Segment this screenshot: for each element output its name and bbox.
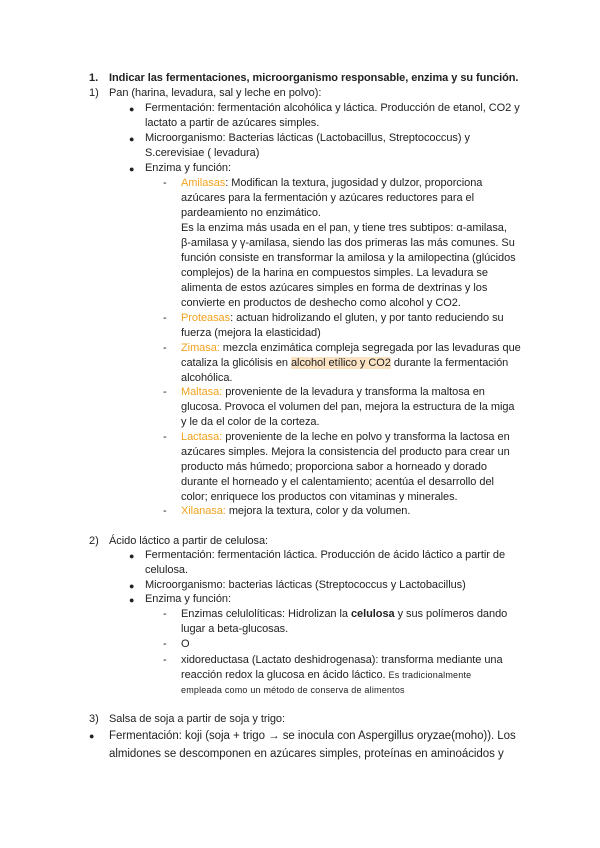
bullet-icon: ● <box>129 134 135 144</box>
amilasas-line: alimenta de estos azúcares simples en forma de dextrinas y los <box>181 282 488 294</box>
dash-icon: - <box>163 431 167 443</box>
proteasas-text: : actuan hidrolizando el gluten, y por tanto reduciendo su <box>230 312 504 324</box>
dash-icon: - <box>163 312 167 324</box>
amilasas-line: pardeamiento no enzimático. <box>181 207 321 219</box>
bullet-icon: ● <box>129 551 135 561</box>
proteasas-line-1 <box>181 311 504 326</box>
maltasa-name: Maltasa: <box>181 386 223 398</box>
maltasa-text: proveniente de la levadura y transforma la maltosa en <box>222 386 485 398</box>
s3-fermentacion-line-2: almidones se descomponen en azúcares simples, proteínas en aminoácidos y <box>109 748 504 760</box>
dash-icon: - <box>163 505 167 517</box>
dash-icon: - <box>163 177 167 189</box>
bullet-icon: ● <box>129 104 135 114</box>
s2-fermentacion-line-1: Fermentación: fermentación láctica. Producción de ácido láctico a partir de <box>145 549 506 561</box>
xidoreductasa-line-2 <box>181 668 471 683</box>
section-2-title: Ácido láctico a partir de celulosa: <box>109 535 269 547</box>
s2-microorganismo: Microorganismo: bacterias lácticas (Streptococcus y Lactobacillus) <box>145 579 466 591</box>
heading-title: Indicar las fermentaciones, microorganismo responsable, enzima y su función. <box>109 72 519 84</box>
celulosa-bold: celulosa <box>350 608 395 620</box>
lactasa-line: producto más húmedo; proporciona sabor a horneado y dorado <box>181 461 487 473</box>
bullet-icon: ● <box>89 731 95 741</box>
amilasas-name: Amilasas <box>181 177 226 189</box>
s1-fermentacion-line-2: lactato a partir de azúcares simples. <box>145 117 320 129</box>
proteasas-name: Proteasas <box>181 312 231 324</box>
lactasa-line: azúcares simples. Mejora la consistencia del producto para crear un <box>181 446 510 458</box>
maltasa-line: y le da el color de la corteza. <box>181 416 320 428</box>
xidoreductasa-line-3: empleada como un método de conserva de alimentos <box>181 685 405 695</box>
s1-microorganismo-line-1: Microorganismo: Bacterias lácticas (Lactobacillus, Streptococcus) y <box>145 132 470 144</box>
section-1-title: Pan (harina, levadura, sal y leche en polvo): <box>109 87 322 99</box>
bullet-icon: ● <box>129 581 135 591</box>
amilasas-line: Es la enzima más usada en el pan, y tiene tres subtipos: α-amilasa, <box>181 222 507 234</box>
section-1-number: 1) <box>89 87 99 99</box>
dash-icon: - <box>163 638 167 650</box>
xidoreductasa-small-text: Es tradicionalmente <box>388 670 472 680</box>
celuloliticas-text: y sus polímeros dando <box>394 608 508 620</box>
xidoreductasa-text: reacción redox la glucosa en ácido láctico. <box>181 669 389 681</box>
zimasa-text: cataliza la glicólisis en <box>181 357 291 369</box>
zimasa-text: mezcla enzimática compleja segregada por las levaduras que <box>219 342 521 354</box>
section-2-number: 2) <box>89 535 99 547</box>
dash-icon: - <box>163 342 167 354</box>
amilasas-text: : Modifican la textura, jugosidad y dulzor, proporciona <box>225 177 483 189</box>
amilasas-line: azúcares para la fermentación y azúcares reductores para el <box>181 192 474 204</box>
amilasas-line: convierte en productos de deshecho como alcohol y CO2. <box>181 297 461 309</box>
amilasas-line-1 <box>181 176 482 191</box>
s3-fermentacion-line-1: Fermentación: koji (soja + trigo → se inocula con Aspergillus oryzae(moho)). Los <box>109 730 516 742</box>
bullet-icon: ● <box>129 164 135 174</box>
s1-enzima-heading: Enzima y función: <box>145 162 231 174</box>
lactasa-line: durante el horneado y el calentamiento; acentúa el desarrollo del <box>181 476 494 488</box>
proteasas-line-2: fuerza (mejora la elasticidad) <box>181 327 321 339</box>
zimasa-name: Zimasa: <box>181 342 220 354</box>
dash-icon: - <box>163 654 167 666</box>
xilanasa-text: mejora la textura, color y da volumen. <box>225 505 411 517</box>
celuloliticas-text: Enzimas celulolíticas: Hidrolizan la <box>181 608 351 620</box>
xilanasa-line-1 <box>181 504 410 519</box>
section-3-title: Salsa de soja a partir de soja y trigo: <box>109 713 285 725</box>
dash-icon: - <box>163 386 167 398</box>
zimasa-line-3: alcohólica. <box>181 372 233 384</box>
maltasa-line: glucosa. Provoca el volumen del pan, mejora la estructura de la miga <box>181 401 515 413</box>
section-3-number: 3) <box>89 713 99 725</box>
dash-icon: - <box>163 608 167 620</box>
amilasas-line: función consiste en transformar la amilosa y la amilopectina (glúcidos <box>181 252 516 264</box>
s2-fermentacion-line-2: celulosa. <box>145 564 188 576</box>
zimasa-line-2 <box>181 356 508 371</box>
s1-microorganismo-line-2: S.cerevisiae ( levadura) <box>145 147 260 159</box>
xidoreductasa-line-1: xidoreductasa (Lactato deshidrogenasa): transforma mediante una <box>181 654 503 666</box>
s1-fermentacion-line-1: Fermentación: fermentación alcohólica y láctica. Producción de etanol, CO2 y <box>145 102 520 114</box>
maltasa-line-1 <box>181 385 485 400</box>
amilasas-line: complejos) de la harina en compuestos simples. La levadura se <box>181 267 488 279</box>
s2-enzima-heading: Enzima y función: <box>145 593 231 605</box>
celuloliticas-line-1 <box>181 607 507 622</box>
bullet-icon: ● <box>129 595 135 605</box>
lactasa-text: proveniente de la leche en polvo y transforma la lactosa en <box>222 431 510 443</box>
celuloliticas-line-2: lugar a beta-glucosas. <box>181 623 289 635</box>
zimasa-text: durante la fermentación <box>390 357 509 369</box>
lactasa-line: color; enriquece los productos con vitaminas y minerales. <box>181 491 458 503</box>
amilasas-line: β-amilasa y γ-amilasa, siendo las dos primeras las más comunes. Su <box>181 237 515 249</box>
zimasa-highlight: alcohol etílico y CO2 <box>290 357 391 369</box>
lactasa-name: Lactasa: <box>181 431 223 443</box>
xilanasa-name: Xilanasa: <box>181 505 226 517</box>
heading-number: 1. <box>89 72 99 84</box>
zimasa-line-1 <box>181 341 521 356</box>
o-line: O <box>181 638 190 650</box>
lactasa-line-1 <box>181 430 510 445</box>
